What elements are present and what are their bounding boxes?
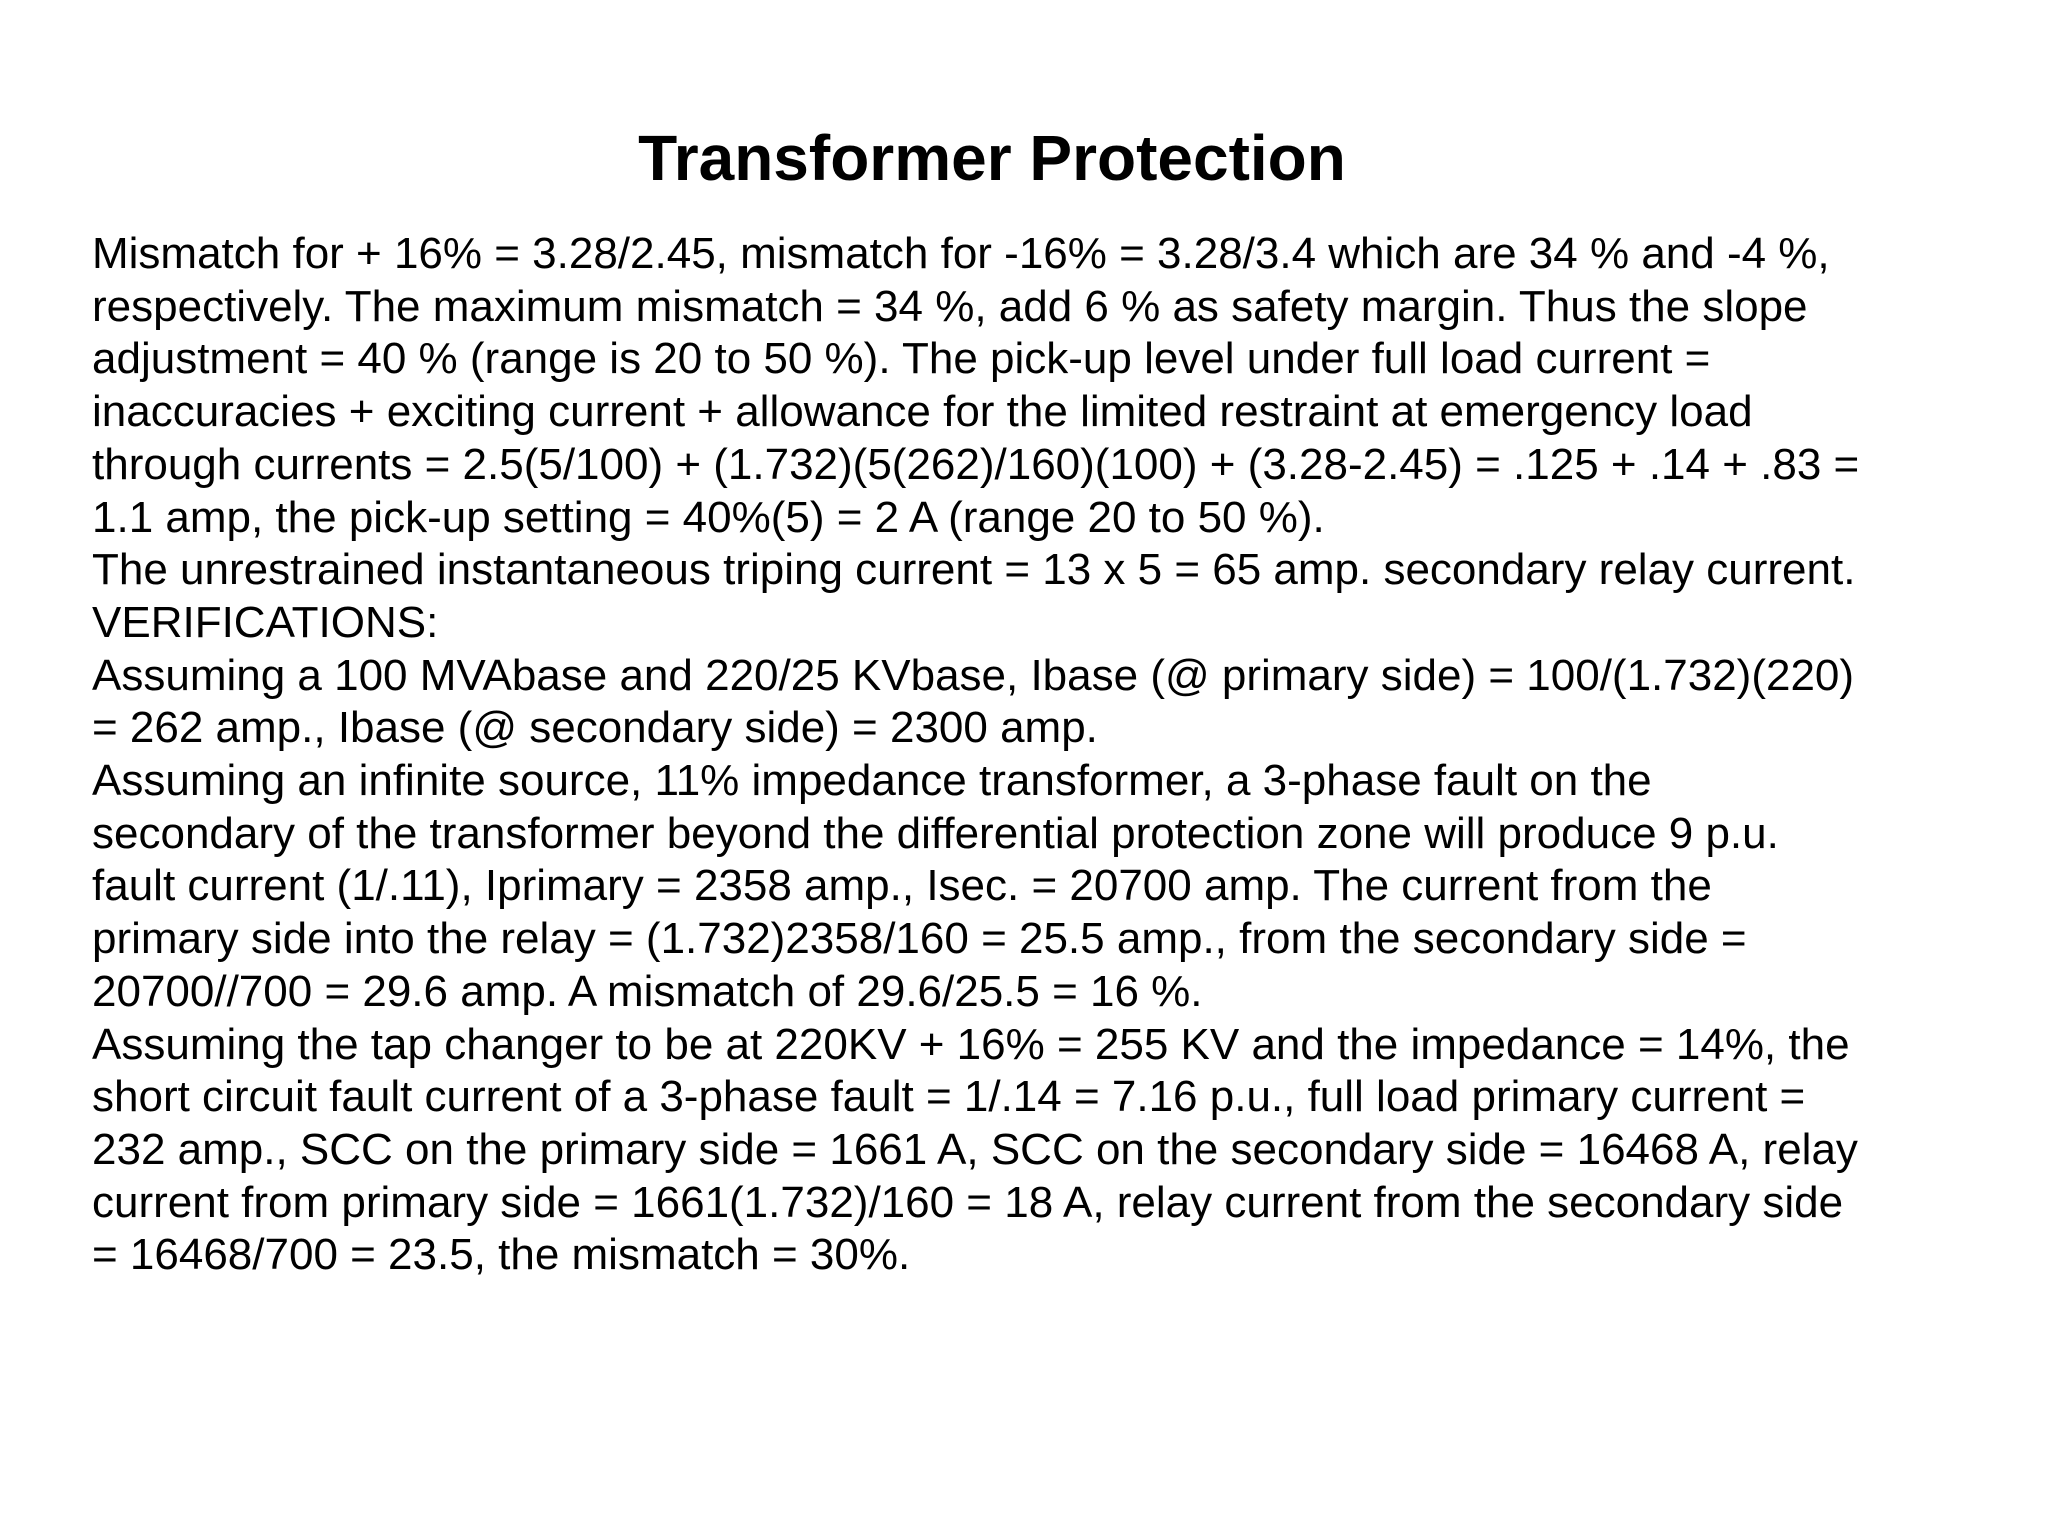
body-line: = 262 amp., Ibase (@ secondary side) = 2300 amp. [92, 703, 1098, 753]
body-line: adjustment = 40 % (range is 20 to 50 %). The pick-up level under full load current = [92, 334, 1711, 384]
body-line: through currents = 2.5(5/100) + (1.732)(5(262)/160)(100) + (3.28-2.45) = .125 + .14 + .83 = [92, 439, 1860, 489]
body-line: Mismatch for + 16% = 3.28/2.45, mismatch for -16% = 3.28/3.4 which are 34 % and -4 %, [92, 229, 1830, 278]
body-line: fault current (1/.11), Iprimary = 2358 amp., Isec. = 20700 amp. The current from the [92, 861, 1712, 911]
body-line: current from primary side = 1661(1.732)/160 = 18 A, relay current from the secondary side [92, 1177, 1844, 1227]
body-line: The unrestrained instantaneous triping current = 13 x 5 = 65 amp. secondary relay current. [92, 545, 1856, 595]
body-line: = 16468/700 = 23.5, the mismatch = 30%. [92, 1230, 911, 1280]
body-line: primary side into the relay = (1.732)2358/160 = 25.5 amp., from the secondary side = [92, 914, 1747, 964]
body-line: Assuming an infinite source, 11% impedance transformer, a 3-phase fault on the [92, 756, 1652, 806]
body-line: Assuming a 100 MVAbase and 220/25 KVbase, Ibase (@ primary side) = 100/(1.732)(220) [92, 650, 1855, 700]
body-line: 20700//700 = 29.6 amp. A mismatch of 29.6/25.5 = 16 %. [92, 966, 1203, 1016]
body-line: 232 amp., SCC on the primary side = 1661 A, SCC on the secondary side = 16468 A, relay [92, 1124, 1858, 1174]
body-line: short circuit fault current of a 3-phase fault = 1/.14 = 7.16 p.u., full load primary current = [92, 1072, 1806, 1122]
body-line: Assuming the tap changer to be at 220KV + 16% = 255 KV and the impedance = 14%, the [92, 1019, 1850, 1069]
slide-body [92, 228, 2012, 1282]
body-line: 1.1 amp, the pick-up setting = 40%(5) = 2 A (range 20 to 50 %). [92, 492, 1325, 542]
body-line: inaccuracies + exciting current + allowance for the limited restraint at emergency load [92, 387, 1753, 437]
body-line: respectively. The maximum mismatch = 34 %, add 6 % as safety margin. Thus the slope [92, 281, 1808, 331]
body-line: VERIFICATIONS: [92, 597, 439, 647]
body-line: secondary of the transformer beyond the differential protection zone will produce 9 p.u. [92, 808, 1779, 858]
slide-title: Transformer Protection [638, 122, 1346, 194]
